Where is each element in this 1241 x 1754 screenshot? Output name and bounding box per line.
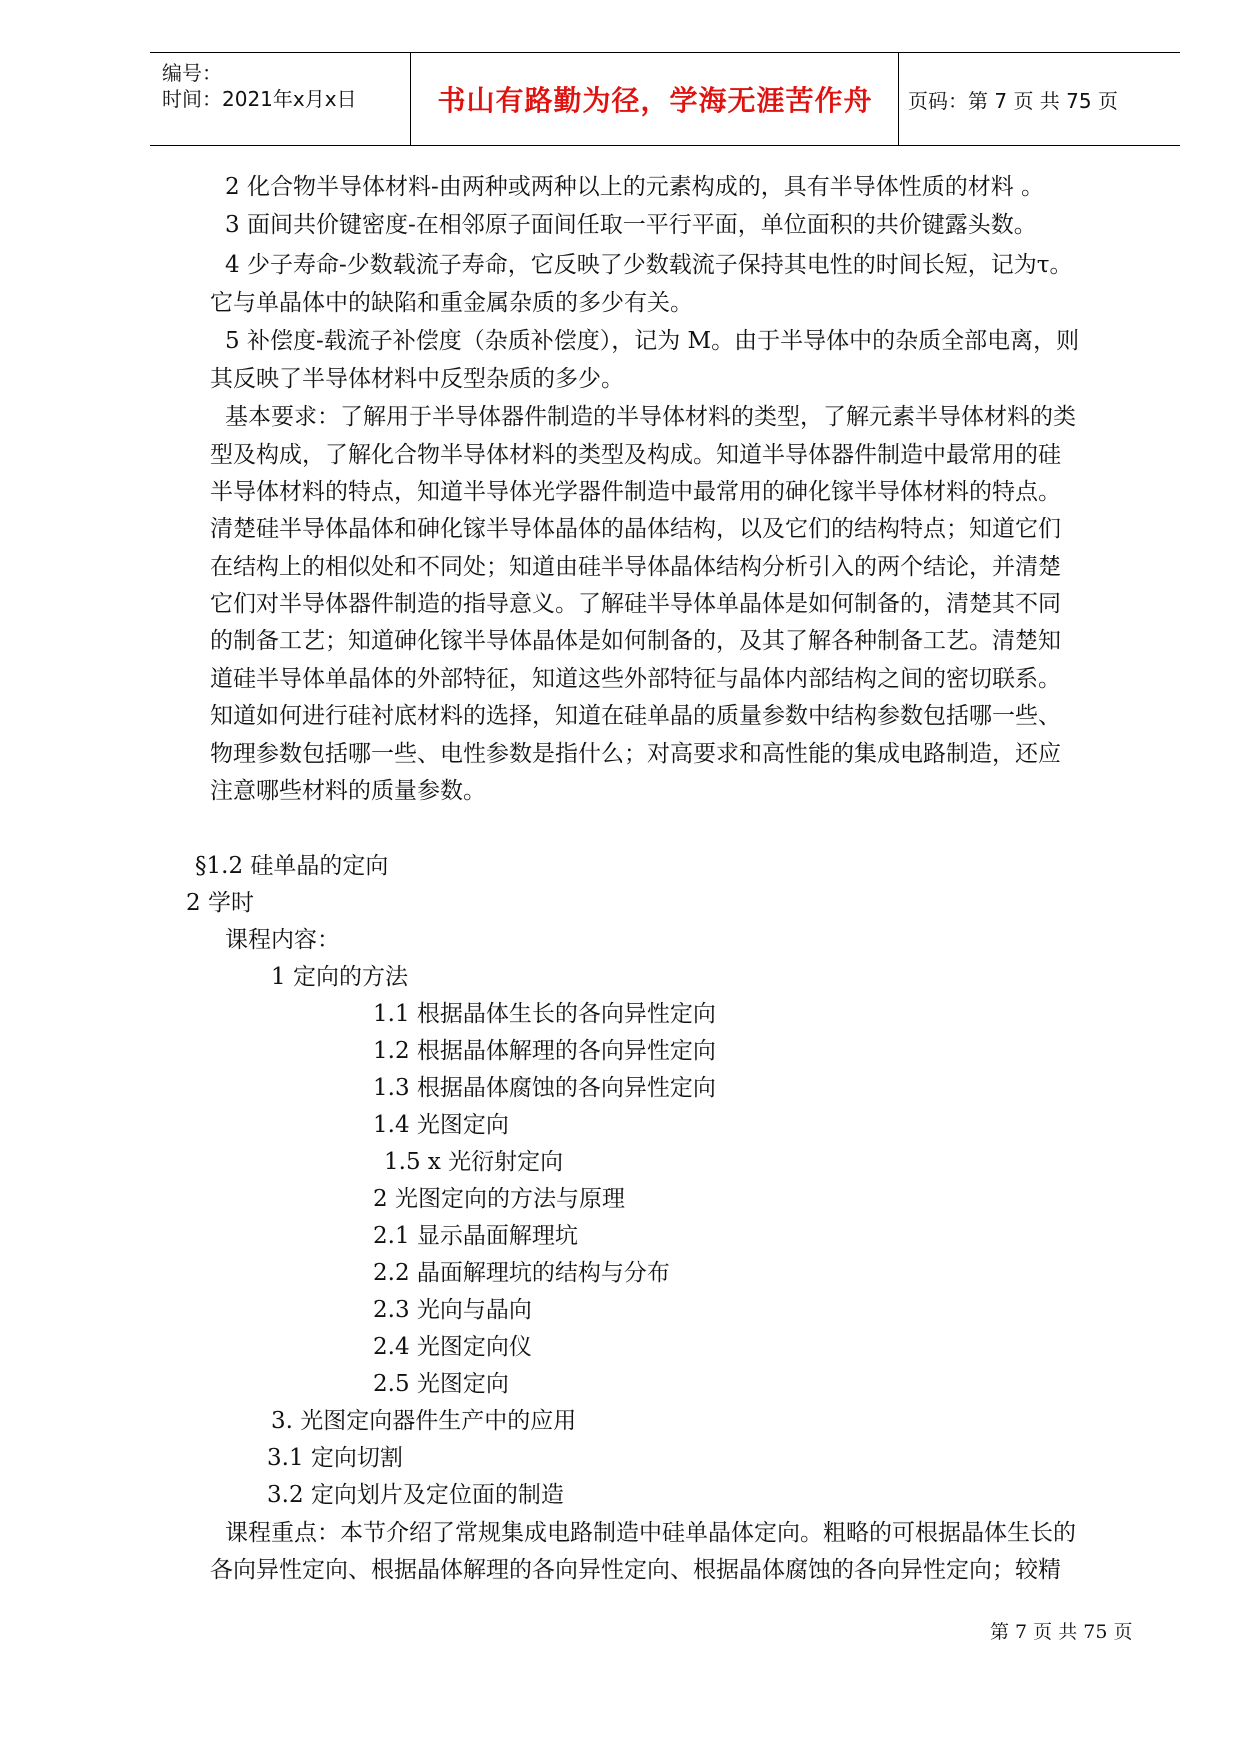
text-line: 注意哪些材料的质量参数。 [210,778,486,804]
text-line: 其反映了半导体材料中反型杂质的多少。 [210,366,624,392]
outline-item: 2 光图定向的方法与原理 [373,1186,625,1212]
text-line: 道硅半导体单晶体的外部特征，知道这些外部特征与晶体内部结构之间的密切联系。 [210,666,1061,692]
text-line: 物理参数包括哪一些、电性参数是指什么；对高要求和高性能的集成电路制造，还应 [210,741,1061,767]
outline-item: 3. 光图定向器件生产中的应用 [271,1408,577,1434]
text-line: 课程内容： [225,927,340,953]
text-line: 5 补偿度-载流子补偿度（杂质补偿度），记为 M。由于半导体中的杂质全部电离，则 [225,328,1080,354]
text-line: 课程重点：本节介绍了常规集成电路制造中硅单晶体定向。粗略的可根据晶体生长的 [225,1520,1076,1546]
outline-item: 1.5 x 光衍射定向 [384,1149,564,1175]
header-meta [162,53,412,145]
text-line: 的制备工艺；知道砷化镓半导体晶体是如何制备的，及其了解各种制备工艺。清楚知 [210,628,1061,654]
document-time-label: 时间：2021年x月x日 [162,87,357,111]
text-line: 基本要求：了解用于半导体器件制造的半导体材料的类型，了解元素半导体材料的类 [225,404,1076,430]
document-number-label: 编号： [162,61,222,85]
outline-item: 1.1 根据晶体生长的各向异性定向 [373,1001,716,1027]
text-line: 它们对半导体器件制造的指导意义。了解硅半导体单晶体是如何制备的，清楚其不同 [210,591,1061,617]
text-line: 各向异性定向、根据晶体解理的各向异性定向、根据晶体腐蚀的各向异性定向；较精 [210,1557,1061,1583]
text-line: 2 学时 [186,890,254,916]
outline-item: 3.1 定向切割 [267,1445,403,1471]
section-heading: §1.2 硅单晶的定向 [195,853,389,879]
text-line: 3 面间共价键密度-在相邻原子面间任取一平行平面，单位面积的共价键露头数。 [225,212,1037,238]
outline-item: 1.2 根据晶体解理的各向异性定向 [373,1038,716,1064]
header-divider [898,53,899,145]
outline-item: 2.2 晶面解理坑的结构与分布 [373,1260,670,1286]
outline-item: 1 定向的方法 [271,964,408,990]
text-line: 在结构上的相似处和不同处；知道由硅半导体晶体结构分析引入的两个结论，并清楚 [210,554,1061,580]
text-line: 2 化合物半导体材料-由两种或两种以上的元素构成的，具有半导体性质的材料 。 [225,174,1045,200]
text-line: 4 少子寿命-少数载流子寿命，它反映了少数载流子保持其电性的时间长短，记为τ。 [225,252,1073,278]
outline-item: 1.3 根据晶体腐蚀的各向异性定向 [373,1075,716,1101]
text-line: 半导体材料的特点，知道半导体光学器件制造中最常用的砷化镓半导体材料的特点。 [210,479,1061,505]
text-line: 知道如何进行硅衬底材料的选择，知道在硅单晶的质量参数中结构参数包括哪一些、 [210,703,1061,729]
header-motto: 书山有路勤为径，学海无涯苦作舟 [437,84,873,117]
page-footer: 第 7 页 共 75 页 [990,1621,1133,1643]
text-line: 它与单晶体中的缺陷和重金属杂质的多少有关。 [210,290,693,316]
header-page-info: 页码：第 7 页 共 75 页 [908,88,1118,113]
outline-item: 2.1 显示晶面解理坑 [373,1223,578,1249]
outline-item: 2.5 光图定向 [373,1371,509,1397]
outline-item: 1.4 光图定向 [373,1112,509,1138]
outline-item: 2.3 光向与晶向 [373,1297,532,1323]
header-divider [410,53,411,145]
outline-item: 2.4 光图定向仪 [373,1334,532,1360]
text-line: 清楚硅半导体晶体和砷化镓半导体晶体的晶体结构，以及它们的结构特点；知道它们 [210,516,1061,542]
outline-item: 3.2 定向划片及定位面的制造 [267,1482,564,1508]
text-line: 型及构成，了解化合物半导体材料的类型及构成。知道半导体器件制造中最常用的硅 [210,442,1061,468]
page-header [150,52,1180,146]
